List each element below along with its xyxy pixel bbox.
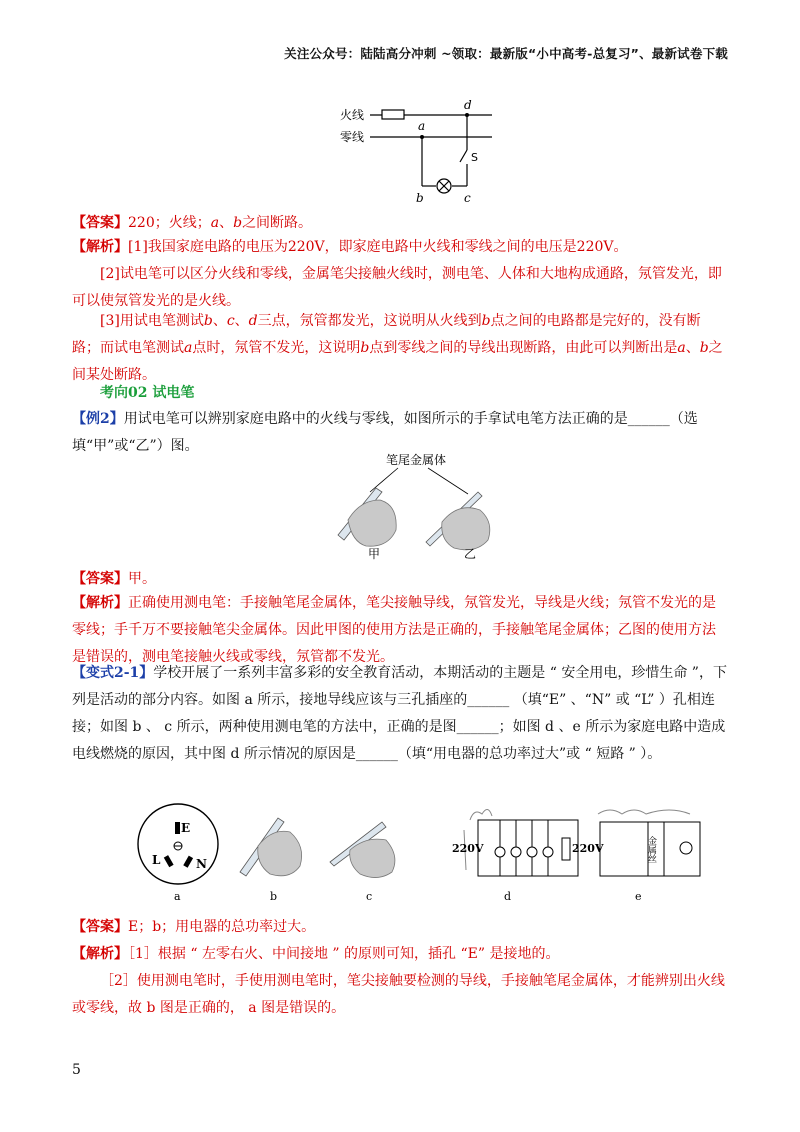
page-header: 关注公众号：陆陆高分冲刺 ~领取：最新版“小中高考-总复习”、最新试卷下载 xyxy=(284,46,728,61)
fig-d-label: d xyxy=(504,890,512,903)
point-a: a xyxy=(418,119,426,133)
hand-yi-icon xyxy=(426,492,490,550)
point-b: b xyxy=(416,191,424,205)
label-jia: 甲 xyxy=(368,547,381,561)
zero-label: 零线 xyxy=(340,130,365,144)
circuit-diagram xyxy=(330,98,500,210)
example-2: 【例2】用试电笔可以辨别家庭电路中的火线与零线，如图所示的手拿试电笔方法正确的是______（选填“甲”或“乙”）图。 xyxy=(72,411,698,454)
pen-figure xyxy=(318,450,498,562)
explanation-3-part2: ［2］使用测电笔时，手使用测电笔时，笔尖接触要检测的导线，手接触笔尾金属体，才能辨别出火线或零线，故 b 图是正确的， a 图是错误的。 xyxy=(72,973,725,1016)
answer-1: 【答案】220；火线；a、b之间断路。 xyxy=(72,215,313,231)
page-number: 5 xyxy=(72,1062,81,1078)
fig-e-label: e xyxy=(635,890,642,903)
pen-figure-b xyxy=(240,818,302,903)
fig-c-label: c xyxy=(366,890,373,903)
fire-label: 火线 xyxy=(340,108,365,122)
hand-jia-icon xyxy=(338,488,396,546)
hole-N: N xyxy=(196,857,207,871)
hole-L: L xyxy=(152,853,161,867)
socket-figure-a xyxy=(138,804,218,903)
wire-label: 金属丝 xyxy=(646,836,656,863)
pen-tail-label: 笔尾金属体 xyxy=(386,453,447,467)
pen-figure-c xyxy=(330,822,395,903)
explanation-1-part2: [2]试电笔可以区分火线和零线，金属笔尖接触火线时，测电笔、人体和大地构成通路，氖管发光，即可以使氖管发光的是火线。 xyxy=(72,266,722,309)
hole-E: E xyxy=(181,821,191,835)
answer-3: 【答案】E；b；用电器的总功率过大。 xyxy=(72,919,316,935)
fig-b-label: b xyxy=(270,890,278,903)
switch-label: S xyxy=(471,151,478,164)
section-title: 考向02 试电笔 xyxy=(100,385,195,401)
answer-2: 【答案】甲。 xyxy=(72,571,156,587)
variant-2-1: 【变式2-1】学校开展了一系列丰富多彩的安全教育活动，本期活动的主题是 “ 安全用电，珍惜生命 ”，下列是活动的部分内容。如图 a 所示，接地导线应该与三孔插座的______ （填“E” 、“N” 或 “L” ）孔相连接；如图 b 、 c 所示，两种使用测电笔的方法中，正确的是图______；如图 d 、e 所示为家庭电路中造成电线燃烧的原因，其中图 d 所示情况的原因是______（填“用电器的总功率过大”或 “ 短路 ” ）。 xyxy=(72,665,727,762)
point-d: d xyxy=(464,98,472,112)
voltage-e: 220V xyxy=(572,842,604,855)
point-c: c xyxy=(464,191,471,205)
explanation-1: 【解析】[1]我国家庭电路的电压为220V，即家庭电路中火线和零线之间的电压是220V。 xyxy=(72,239,628,255)
explanation-1-part3: [3]用试电笔测试b、c、d三点，氖管都发光，这说明从火线到b点之间的电路都是完好的，没有断路；而试电笔测试a点时，氖管不发光，这说明b点到零线之间的导线出现断路，由此可以判断出是a、b之间某处断路。 xyxy=(72,313,723,383)
explanation-2: 【解析】正确使用测电笔：手接触笔尾金属体，笔尖接触导线，氖管发光，导线是火线；氖管不发光的是零线；手千万不要接触笔尖金属体。因此甲图的使用方法是正确的，手接触笔尾金属体；乙图的使用方法是错误的，测电笔接触火线或零线，氖管都不发光。 xyxy=(72,595,716,665)
label-yi: 乙 xyxy=(464,547,477,561)
voltage-d: 220V xyxy=(452,842,484,855)
fig-a-label: a xyxy=(174,890,181,903)
explanation-3: 【解析】［1］根据 “ 左零右火、中间接地 ” 的原则可知，插孔 “E” 是接地的。 xyxy=(72,946,560,962)
figures-a-e xyxy=(130,800,720,910)
